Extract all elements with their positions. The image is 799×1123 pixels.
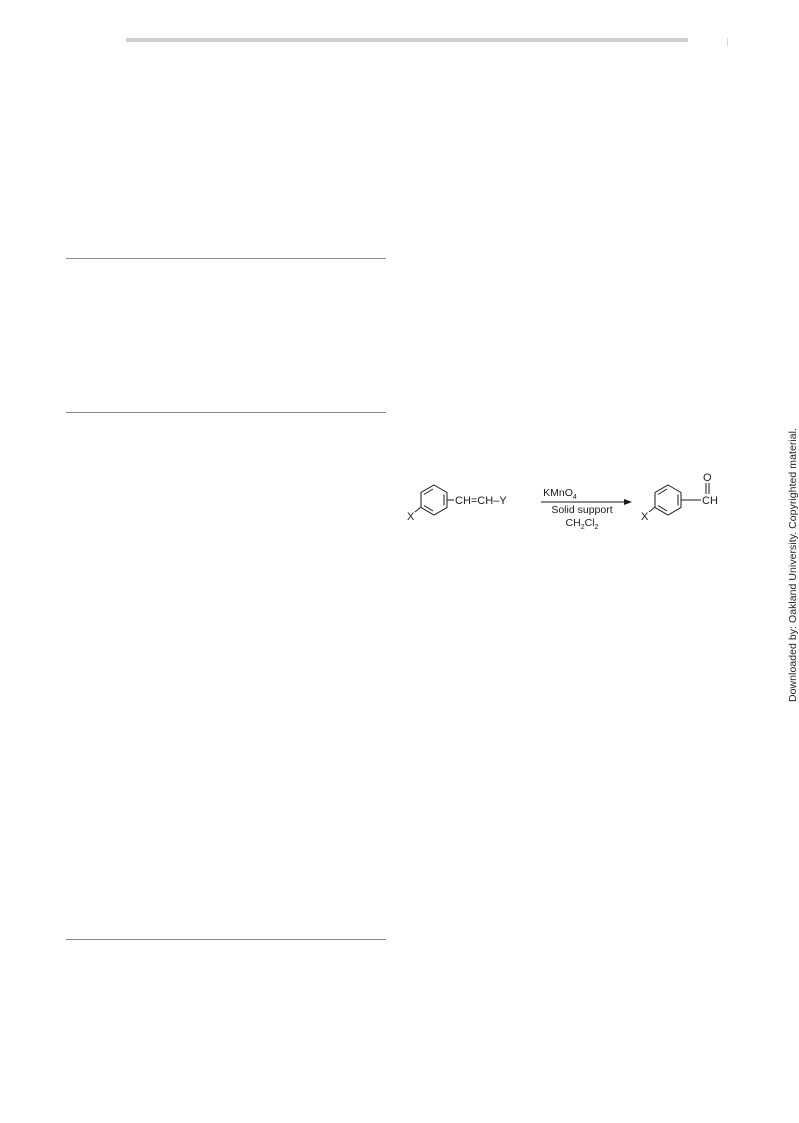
substituent-x-right: X xyxy=(641,511,649,523)
conditions-solid-support: Solid support xyxy=(551,504,613,516)
benzene-ring-right xyxy=(655,485,681,515)
substituent-bond-right xyxy=(649,507,655,512)
vinyl-group-label: CH=CH–Y xyxy=(455,495,507,507)
aldehyde-label: CH xyxy=(702,495,718,507)
reagent-label: KMnO$_4$ xyxy=(543,487,577,501)
reaction-scheme-svg xyxy=(398,470,728,540)
page-header-bar xyxy=(126,38,688,42)
reaction-scheme xyxy=(398,470,728,540)
section-rule xyxy=(66,258,386,259)
conditions-solvent: $CH_2Cl_2$ xyxy=(565,517,599,531)
download-watermark: Downloaded by: Oakland University. Copyrighted material. xyxy=(787,428,799,702)
section-rule xyxy=(66,412,386,413)
carbonyl-oxygen: O xyxy=(703,472,712,484)
substituent-bond-left xyxy=(415,507,421,512)
substituent-x-left: X xyxy=(407,511,415,523)
section-rule xyxy=(66,939,386,940)
crop-mark xyxy=(727,38,728,46)
arrow-head-icon xyxy=(624,499,632,505)
benzene-ring-left xyxy=(421,485,447,515)
